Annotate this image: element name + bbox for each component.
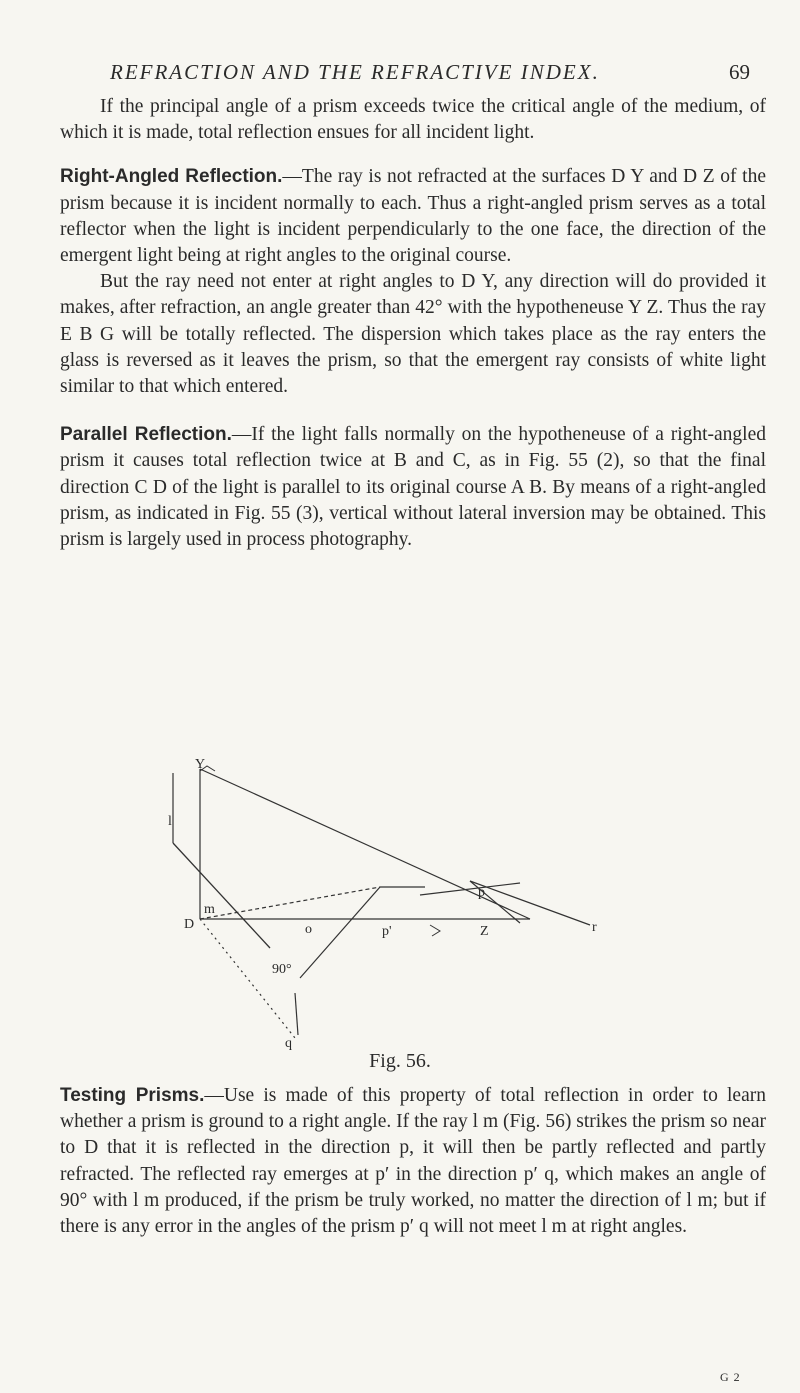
ray-q-line <box>295 993 298 1035</box>
label-p: p <box>478 885 485 900</box>
heading-testing-prisms: Testing Prisms. <box>60 1085 205 1106</box>
signature-mark: G 2 <box>720 1370 741 1384</box>
label-90-degrees: 90° <box>272 962 292 977</box>
paragraph-oblique-ray: But the ray need not enter at right angles to D Y, any direction will do provided it makes, after refraction, an angle greater than 42° with the hypotheneuse Y Z. Thus the ray E B G will be totally reflected. The dispersion which takes place as the ray enters the glass is reversed as it leaves the prism, so that the emergent ray consists of white light similar to that which entered. <box>60 271 766 398</box>
paragraph-right-angled <box>60 164 766 269</box>
ray-lm <box>173 843 270 948</box>
label-l: l <box>168 814 172 829</box>
page-number: 69 <box>729 60 750 84</box>
label-Z: Z <box>480 924 489 939</box>
testing-text: —Use is made of this property of total reflection in order to learn whether a prism is ground to a right angle. If the ray l m (Fig. 56) strikes the prism so near to D that it is reflected in the direction p, it will then be partly reflected and partly refracted. The reflected ray emerges at p′ in the direction p′ q, which makes an angle of 90° with l m produced, if the prism be truly worked, no matter the direction of l m; but if there is any error in the angles of the prism p′ q will not meet l m at right angles. <box>60 1085 766 1238</box>
paragraph-total-reflection: If the principal angle of a prism exceeds twice the critical angle of the medium, of which it is made, total reflection ensues for all incident light. <box>60 96 766 144</box>
text-top <box>60 94 766 553</box>
z-mark <box>430 925 440 936</box>
figure-56-diagram <box>168 757 640 1051</box>
figure-caption: Fig. 56. <box>369 1050 431 1072</box>
label-q: q <box>285 1036 292 1051</box>
text-bottom <box>60 1083 766 1240</box>
paragraph-parallel <box>60 422 766 553</box>
paragraph-testing <box>60 1083 766 1240</box>
running-head <box>110 60 750 85</box>
ray-p-prime-q <box>300 887 380 978</box>
running-title: REFRACTION AND THE REFRACTIVE INDEX. <box>110 60 600 84</box>
parallel-text: —If the light falls normally on the hypotheneuse of a right-angled prism it causes total reflection twice at B and C, as in Fig. 55 (2), so that the final direction C D of the light is parallel to its original course A B. By means of a right-angled prism, as indicated in Fig. 55 (3), vertical without lateral inversion may be obtained. This prism is largely used in process photography. <box>60 424 766 551</box>
label-Y: Y <box>195 757 206 772</box>
label-D: D <box>184 917 195 932</box>
label-m: m <box>204 902 215 917</box>
label-p-prime: p' <box>382 924 392 939</box>
right-angled-text: —The ray is not refracted at the surfaces D Y and D Z of the prism because it is incident normally to each. Thus a right-angled prism serves as a total reflector when the light is incident perpendicularly to the one face, the direction of the emergent light being at right angles to the original course. <box>60 166 766 267</box>
ray-reflected-p <box>200 887 380 919</box>
label-o: o <box>305 922 312 937</box>
ray-lm-produced <box>200 919 295 1038</box>
label-r: r <box>592 920 597 935</box>
heading-parallel-reflection: Parallel Reflection. <box>60 424 232 446</box>
heading-right-angled-reflection: Right-Angled Reflection. <box>60 166 283 188</box>
